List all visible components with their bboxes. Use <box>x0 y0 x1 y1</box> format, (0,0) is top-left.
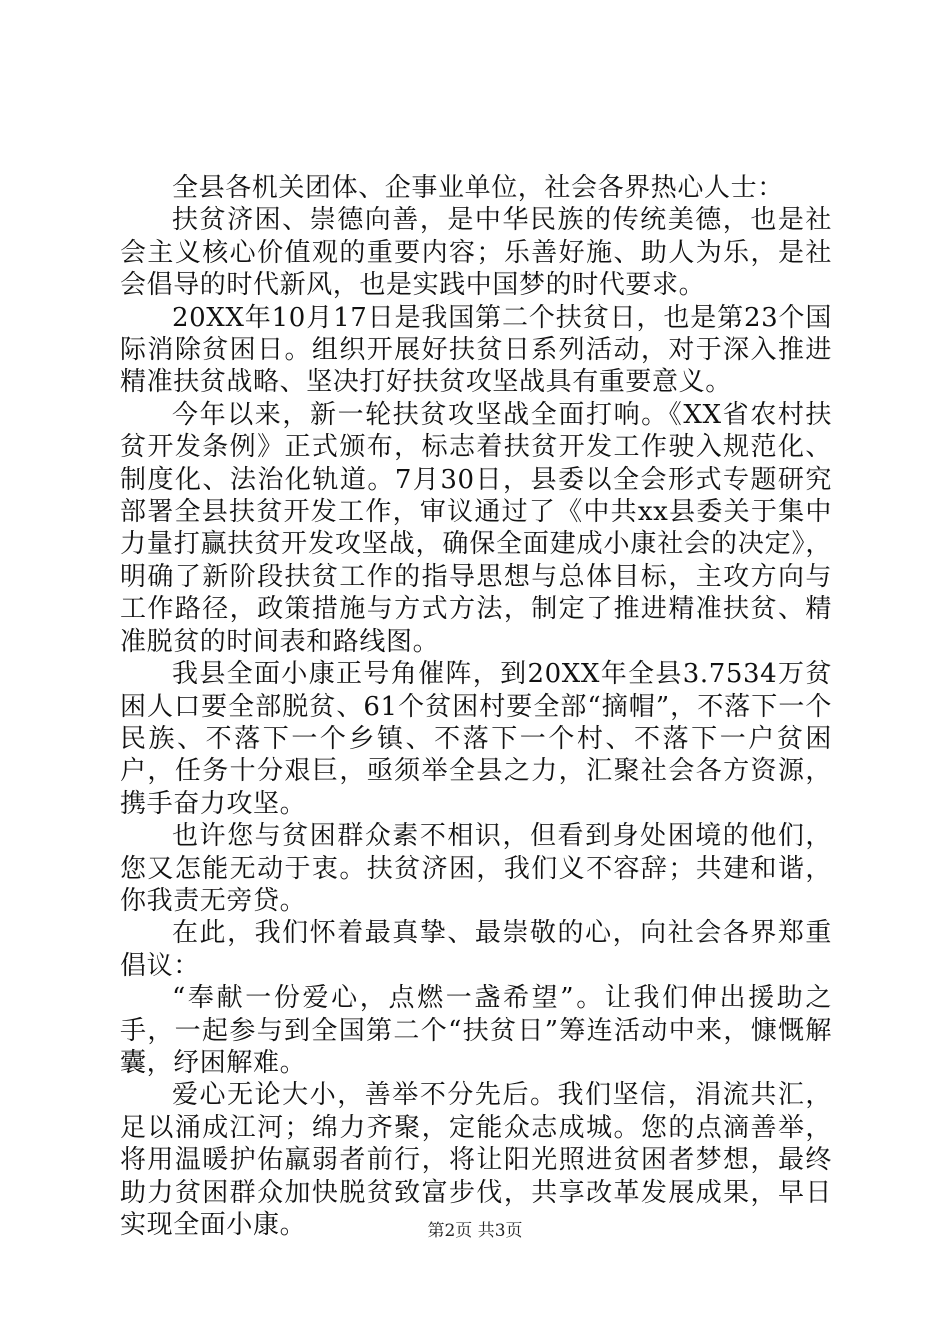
paragraph-5: 也许您与贫困群众素不相识，但看到身处困境的他们，您又怎能无动于衷。扶贫济困，我们义不容辞；共建和谐，你我责无旁贷。 <box>120 821 832 916</box>
document-body <box>120 172 832 1241</box>
paragraph-6: 在此，我们怀着最真挚、最崇敬的心，向社会各界郑重倡议： <box>120 918 832 981</box>
paragraph-2: 20XX年10月17日是我国第二个扶贫日，也是第23个国际消除贫困日。组织开展好扶贫日系列活动，对于深入推进精准扶贫战略、坚决打好扶贫攻坚战具有重要意义。 <box>120 302 832 398</box>
salutation: 全县各机关团体、企事业单位，社会各界热心人士： <box>172 173 784 203</box>
paragraph-7: “奉献一份爱心，点燃一盏希望”。让我们伸出援助之手，一起参与到全国第二个“扶贫日”筹连活动中来，慷慨解囊，纾困解难。 <box>120 983 832 1078</box>
paragraph-8: 爱心无论大小，善举不分先后。我们坚信，涓流共汇，足以涌成江河；绵力齐聚，定能众志成城。您的点滴善举，将用温暖护佑羸弱者前行，将让阳光照进贫困者梦想，最终助力贫困群众加快脱贫致富步伐，共享改革发展成果，早日实现全面小康。 <box>120 1080 832 1240</box>
paragraph-4: 我县全面小康正号角催阵，到20XX年全县3.7534万贫困人口要全部脱贫、61个贫困村要全部“摘帽”，不落下一个民族、不落下一个乡镇、不落下一个村、不落下一户贫困户，任务十分艰巨，亟须举全县之力，汇聚社会各方资源，携手奋力攻坚。 <box>120 659 832 819</box>
paragraph-1: 扶贫济困、崇德向善，是中华民族的传统美德，也是社会主义核心价值观的重要内容；乐善好施、助人为乐，是社会倡导的时代新风，也是实践中国梦的时代要求。 <box>120 205 832 301</box>
page-number: 第2页 共3页 <box>427 1221 523 1241</box>
paragraph-3: 今年以来，新一轮扶贫攻坚战全面打响。《XX省农村扶贫开发条例》正式颁布，标志着扶贫开发工作驶入规范化、制度化、法治化轨道。7月30日，县委以全会形式专题研究部署全县扶贫开发工作，审议通过了《中共xx县委关于集中力量打赢扶贫开发攻坚战，确保全面建成小康社会的决定》，明确了新阶段扶贫工作的指导思想与总体目标，主攻方向与工作路径，政策措施与方式方法，制定了推进精准扶贫、精准脱贫的时间表和路线图。 <box>120 399 832 657</box>
page-footer <box>0 1216 950 1241</box>
